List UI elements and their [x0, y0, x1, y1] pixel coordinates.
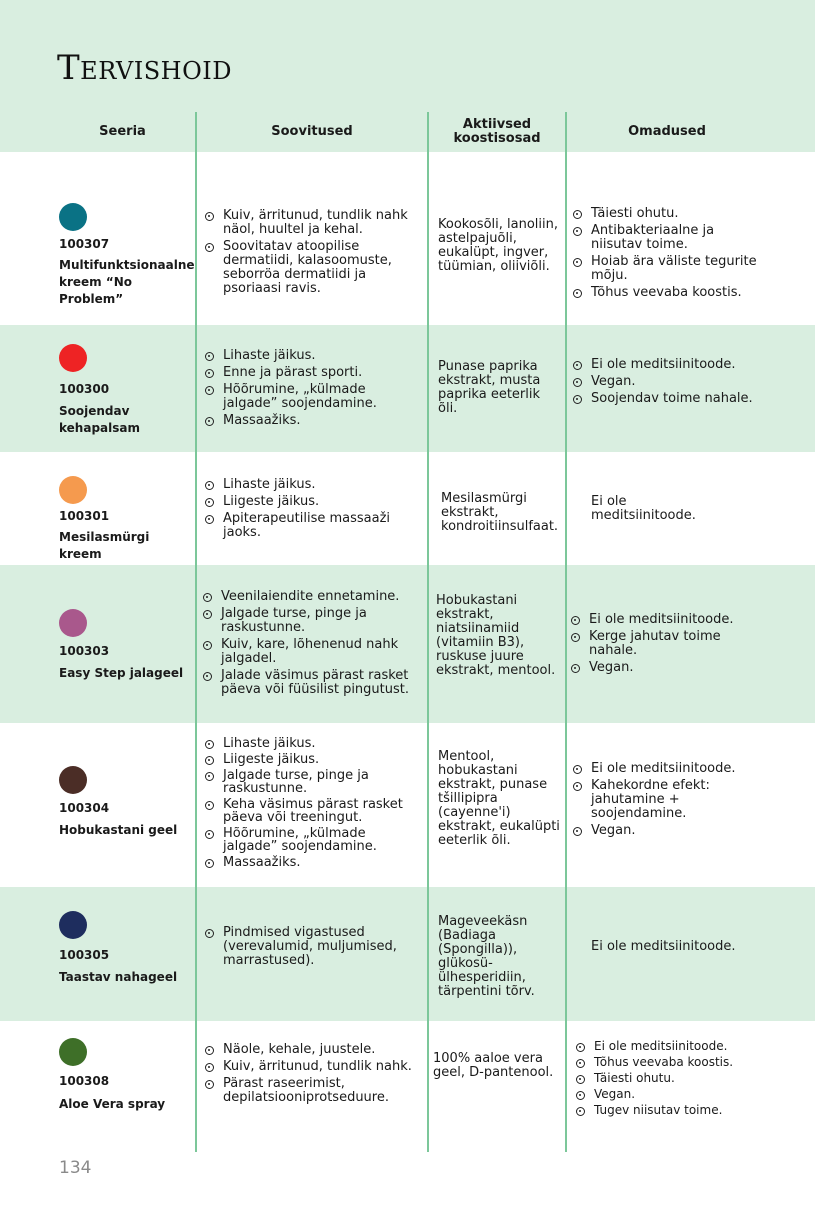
product-color-dot: [59, 476, 87, 504]
recommendations-cell: [205, 349, 415, 431]
bullet-icon: [205, 243, 214, 252]
list-item: Kuiv, ärritunud, tundlik nahk.: [205, 1060, 415, 1074]
page-number: 134: [59, 1158, 92, 1178]
product-code: 100300: [59, 382, 110, 396]
page-title: Tervishoid: [57, 48, 232, 88]
bullet-icon: [576, 1075, 585, 1084]
bullet-icon: [576, 1043, 585, 1052]
bullet-icon: [205, 801, 214, 810]
product-name: Hobukastani geel: [59, 823, 178, 837]
list-item: Hõõrumine, „külmade jalgade” soojendamine.: [205, 827, 415, 853]
list-item: Kuiv, kare, lõhenenud nahk jalgadel.: [203, 638, 418, 666]
column-header-series: Seeria: [99, 124, 146, 139]
properties-cell: Ei ole meditsiinitoode.: [591, 494, 696, 523]
list-item: Soovitatav atoopilise dermatiidi, kalasoomuste, seborröa dermatiidi ja psoriaasi ravis.: [205, 240, 415, 296]
product-color-dot: [59, 203, 87, 231]
bullet-icon: [205, 386, 214, 395]
bullet-icon: [573, 765, 582, 774]
list-item: Keha väsimus pärast rasket päeva või treeningut.: [205, 798, 415, 824]
product-color-dot: [59, 609, 87, 637]
list-item: Lihaste jäikus.: [205, 737, 415, 750]
bullet-icon: [205, 772, 214, 781]
list-item: Tugev niisutav toime.: [576, 1104, 766, 1117]
recommendations-cell: [203, 590, 418, 700]
bullet-icon: [573, 827, 582, 836]
list-item: Tõhus veevaba koostis.: [573, 286, 763, 300]
product-name: Mesilasmürgi kreem: [59, 530, 150, 561]
list-item: Pindmised vigastused (verevalumid, muljumised, marrastused).: [205, 926, 415, 968]
active-ingredients-cell: Hobukastani ekstrakt, niatsiinamiid (vitamiin B3), ruskuse juure ekstrakt, mentool.: [436, 593, 556, 678]
list-item: Liigeste jäikus.: [205, 495, 415, 509]
bullet-icon: [205, 929, 214, 938]
product-name: Easy Step jalageel: [59, 666, 184, 680]
list-item: Veenilaiendite ennetamine.: [203, 590, 418, 604]
bullet-icon: [573, 395, 582, 404]
bullet-icon: [203, 672, 212, 681]
list-item: Jalgade turse, pinge ja raskustunne.: [203, 607, 418, 635]
list-item: Massaažiks.: [205, 856, 415, 869]
bullet-icon: [573, 361, 582, 370]
bullet-icon: [571, 664, 580, 673]
product-name: Aloe Vera spray: [59, 1097, 166, 1111]
column-divider: [195, 112, 197, 1152]
active-ingredients-cell: Mesilasmürgi ekstrakt, kondroitiinsulfaat.: [441, 491, 559, 534]
recommendations-cell: [205, 926, 415, 971]
properties-cell: Ei ole meditsiinitoode.: [591, 939, 736, 954]
recommendations-cell: [205, 209, 415, 299]
list-item: Apiterapeutilise massaaži jaoks.: [205, 512, 415, 540]
bullet-icon: [205, 481, 214, 490]
product-color-dot: [59, 766, 87, 794]
bullet-icon: [573, 378, 582, 387]
bullet-icon: [203, 593, 212, 602]
bullet-icon: [205, 740, 214, 749]
list-item: Näole, kehale, juustele.: [205, 1043, 415, 1057]
bullet-icon: [576, 1107, 585, 1116]
list-item: Täiesti ohutu.: [576, 1072, 766, 1085]
bullet-icon: [203, 610, 212, 619]
product-code: 100304: [59, 801, 110, 815]
list-item: Ei ole meditsiinitoode.: [573, 762, 763, 776]
list-item: Ei ole meditsiinitoode.: [573, 358, 763, 372]
list-item: Pärast raseerimist, depilatsiooniprotseduure.: [205, 1077, 415, 1105]
list-item: Jalade väsimus pärast rasket päeva või füüsilist pingutust.: [203, 669, 418, 697]
bullet-icon: [205, 1046, 214, 1055]
list-item: Massaažiks.: [205, 414, 415, 428]
bullet-icon: [205, 859, 214, 868]
list-item: Ei ole meditsiinitoode.: [576, 1040, 766, 1053]
product-code: 100308: [59, 1074, 110, 1088]
recommendations-cell: [205, 737, 415, 872]
bullet-icon: [576, 1091, 585, 1100]
list-item: Tõhus veevaba koostis.: [576, 1056, 766, 1069]
bullet-icon: [573, 227, 582, 236]
list-item: Hõõrumine, „külmade jalgade” soojendamine.: [205, 383, 415, 411]
column-divider: [427, 112, 429, 1152]
bullet-icon: [571, 616, 580, 625]
product-name: Soojendav kehapalsam: [59, 404, 140, 435]
product-name: Taastav nahageel: [59, 970, 178, 984]
list-item: Lihaste jäikus.: [205, 478, 415, 492]
list-item: Liigeste jäikus.: [205, 753, 415, 766]
active-ingredients-cell: Mageveekäsn (Badiaga (Spongilla)), glükosü-ülhesperidiin, tärpentini tõrv.: [438, 914, 535, 999]
active-ingredients-cell: Mentool, hobukastani ekstrakt, punase tšillipipra (cayenne'i) ekstrakt, eukalüpti eeterlik õli.: [438, 749, 560, 848]
list-item: Vegan.: [573, 375, 763, 389]
active-ingredients-cell: Punase paprika ekstrakt, musta paprika eeterlik õli.: [438, 359, 541, 416]
list-item: Täiesti ohutu.: [573, 207, 763, 221]
bullet-icon: [203, 641, 212, 650]
column-header-recommendations: Soovitused: [271, 124, 353, 139]
bullet-icon: [573, 289, 582, 298]
bullet-icon: [573, 782, 582, 791]
properties-cell: [573, 358, 763, 409]
list-item: Enne ja pärast sporti.: [205, 366, 415, 380]
properties-cell: [573, 762, 763, 841]
recommendations-cell: [205, 478, 415, 543]
bullet-icon: [205, 1063, 214, 1072]
bullet-icon: [205, 212, 214, 221]
bullet-icon: [205, 756, 214, 765]
column-header-properties: Omadused: [628, 124, 706, 139]
bullet-icon: [205, 369, 214, 378]
list-item: Hoiab ära väliste tegurite mõju.: [573, 255, 763, 283]
bullet-icon: [573, 258, 582, 267]
list-item: Kerge jahutav toime nahale.: [571, 630, 761, 658]
product-code: 100307: [59, 237, 110, 251]
list-item: Vegan.: [571, 661, 761, 675]
bullet-icon: [205, 352, 214, 361]
product-code: 100303: [59, 644, 110, 658]
list-item: Antibakteriaalne ja niisutav toime.: [573, 224, 763, 252]
bullet-icon: [205, 417, 214, 426]
list-item: Kahekordne efekt: jahutamine + soojendamine.: [573, 779, 763, 821]
properties-cell: [571, 613, 761, 678]
product-code: 100301: [59, 509, 110, 523]
list-item: Ei ole meditsiinitoode.: [571, 613, 761, 627]
bullet-icon: [205, 515, 214, 524]
column-divider: [565, 112, 567, 1152]
recommendations-cell: [205, 1043, 415, 1108]
bullet-icon: [576, 1059, 585, 1068]
list-item: Vegan.: [573, 824, 763, 838]
list-item: Jalgade turse, pinge ja raskustunne.: [205, 769, 415, 795]
bullet-icon: [573, 210, 582, 219]
properties-cell: [576, 1040, 766, 1120]
bullet-icon: [205, 830, 214, 839]
bullet-icon: [205, 498, 214, 507]
list-item: Kuiv, ärritunud, tundlik nahk näol, huultel ja kehal.: [205, 209, 415, 237]
bullet-icon: [571, 633, 580, 642]
bullet-icon: [205, 1080, 214, 1089]
product-code: 100305: [59, 948, 110, 962]
active-ingredients-cell: Kookosõli, lanoliin, astelpajuõli, eukalüpt, ingver, tüümian, oliiviõli.: [438, 217, 558, 274]
product-color-dot: [59, 1038, 87, 1066]
column-header-active: Aktiivsed koostisosad: [453, 117, 541, 146]
active-ingredients-cell: 100% aaloe vera geel, D-pantenool.: [433, 1051, 554, 1080]
product-color-dot: [59, 344, 87, 372]
product-color-dot: [59, 911, 87, 939]
product-name: Multifunktsionaalne kreem “No Problem”: [59, 258, 195, 306]
list-item: Lihaste jäikus.: [205, 349, 415, 363]
properties-cell: [573, 207, 763, 303]
list-item: Vegan.: [576, 1088, 766, 1101]
list-item: Soojendav toime nahale.: [573, 392, 763, 406]
